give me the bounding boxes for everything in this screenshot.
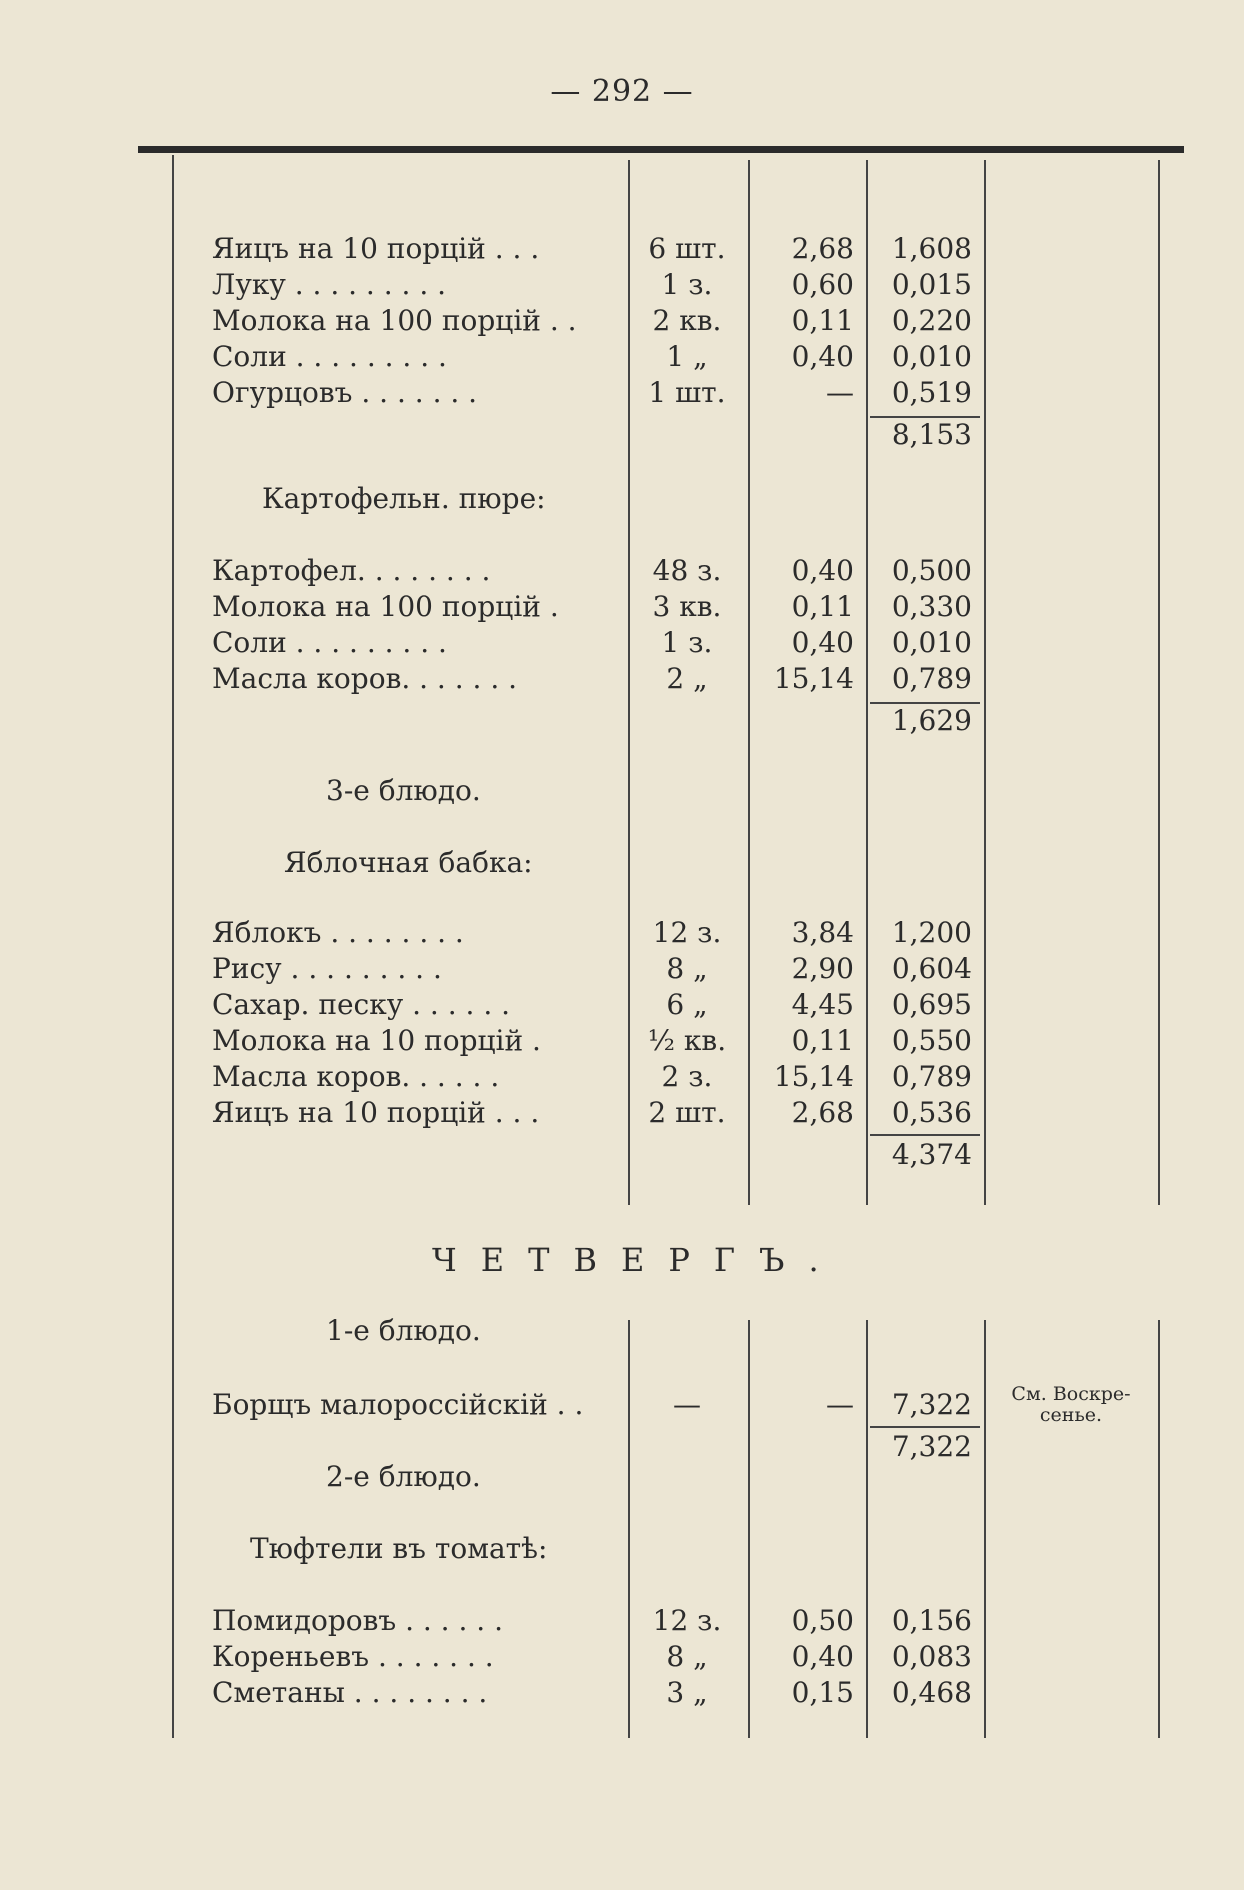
- item-qty: 8 „: [666, 1640, 708, 1673]
- item-qty: 2 з.: [661, 1060, 713, 1093]
- item-price: 15,14: [773, 662, 854, 695]
- item-qty: 3 „: [666, 1676, 708, 1709]
- subtotal: 1,629: [891, 704, 972, 737]
- item-name: Луку . . . . . . . . .: [212, 268, 447, 301]
- item-cost: 0,220: [891, 304, 972, 337]
- table-row: [0, 1096, 1244, 1130]
- item-price: 2,68: [791, 1096, 854, 1129]
- item-qty: —: [673, 1388, 701, 1421]
- item-cost: 0,010: [891, 626, 972, 659]
- item-price: 3,84: [791, 916, 854, 949]
- item-price: 0,40: [791, 340, 854, 373]
- item-name: Кореньевъ . . . . . . .: [212, 1640, 494, 1673]
- item-cost: 0,468: [891, 1676, 972, 1709]
- table-row: [0, 662, 1244, 696]
- item-name: Помидоровъ . . . . . .: [212, 1604, 503, 1637]
- item-cost: 0,789: [891, 1060, 972, 1093]
- item-name: Картофел. . . . . . . .: [212, 554, 491, 587]
- item-cost: 0,010: [891, 340, 972, 373]
- item-cost: 0,015: [891, 268, 972, 301]
- header-rule: [138, 146, 1184, 153]
- course-heading: 3-е блюдо.: [326, 774, 481, 807]
- item-price: —: [826, 1388, 854, 1421]
- table-row: [0, 376, 1244, 410]
- item-qty: 1 „: [666, 340, 708, 373]
- item-name: Яицъ на 10 порцій . . .: [212, 232, 540, 265]
- item-name: Сметаны . . . . . . . .: [212, 1676, 488, 1709]
- item-name: Молока на 100 порцій . .: [212, 304, 577, 337]
- item-name: Рису . . . . . . . . .: [212, 952, 442, 985]
- item-name: Молока на 10 порцій .: [212, 1024, 541, 1057]
- item-qty: 12 з.: [652, 916, 722, 949]
- table-row: [0, 268, 1244, 302]
- item-name: Огурцовъ . . . . . . .: [212, 376, 478, 409]
- item-qty: ½ кв.: [647, 1024, 727, 1057]
- item-cost: 0,789: [891, 662, 972, 695]
- course-heading: 2-е блюдо.: [326, 1460, 481, 1493]
- item-qty: 12 з.: [652, 1604, 722, 1637]
- item-cost: 0,330: [891, 590, 972, 623]
- item-qty: 2 кв.: [652, 304, 722, 337]
- item-price: 0,40: [791, 1640, 854, 1673]
- item-qty: 1 шт.: [648, 376, 726, 409]
- table-row: [0, 952, 1244, 986]
- item-price: 0,11: [791, 304, 854, 337]
- subtotal-rule: [870, 1426, 980, 1428]
- item-cost: 1,608: [891, 232, 972, 265]
- item-price: 0,40: [791, 626, 854, 659]
- dish-heading: Яблочная бабка:: [284, 846, 533, 879]
- item-name: Яицъ на 10 порцій . . .: [212, 1096, 540, 1129]
- table-row: [0, 304, 1244, 338]
- item-name: Масла коров. . . . . . .: [212, 662, 518, 695]
- item-name: Масла коров. . . . . .: [212, 1060, 500, 1093]
- item-cost: 7,322: [891, 1388, 972, 1421]
- subtotal: 8,153: [891, 418, 972, 451]
- table-row: [0, 916, 1244, 950]
- table-row: [0, 590, 1244, 624]
- item-name: Борщъ малороссійскій . .: [212, 1388, 584, 1421]
- item-qty: 6 „: [666, 988, 708, 1021]
- table-row: [0, 1604, 1244, 1638]
- item-price: 0,40: [791, 554, 854, 587]
- table-row: [0, 232, 1244, 266]
- item-qty: 48 з.: [652, 554, 722, 587]
- item-price: 0,11: [791, 590, 854, 623]
- item-qty: 1 з.: [661, 268, 713, 301]
- item-cost: 0,695: [891, 988, 972, 1021]
- item-name: Соли . . . . . . . . .: [212, 340, 447, 373]
- item-qty: 6 шт.: [648, 232, 726, 265]
- table-row: [0, 554, 1244, 588]
- subtotal-rule: [870, 1134, 980, 1136]
- item-name: Соли . . . . . . . . .: [212, 626, 447, 659]
- item-name: Сахар. песку . . . . . .: [212, 988, 511, 1021]
- item-price: 4,45: [791, 988, 854, 1021]
- item-name: Яблокъ . . . . . . . .: [212, 916, 464, 949]
- table-row: [0, 1640, 1244, 1674]
- item-cost: 0,500: [891, 554, 972, 587]
- item-price: —: [826, 376, 854, 409]
- item-price: 15,14: [773, 1060, 854, 1093]
- item-qty: 3 кв.: [652, 590, 722, 623]
- dish-heading: Тюфтели въ томатѣ:: [250, 1532, 548, 1565]
- table-row: [0, 988, 1244, 1022]
- item-cost: 0,519: [891, 376, 972, 409]
- item-cost: 0,536: [891, 1096, 972, 1129]
- item-price: 0,15: [791, 1676, 854, 1709]
- table-row: [0, 1060, 1244, 1094]
- item-price: 0,60: [791, 268, 854, 301]
- item-price: 2,90: [791, 952, 854, 985]
- table-row: [0, 340, 1244, 374]
- table-row: [0, 1383, 1244, 1426]
- page-number: — 292 —: [550, 74, 694, 109]
- item-qty: 1 з.: [661, 626, 713, 659]
- item-name: Молока на 100 порцій .: [212, 590, 559, 623]
- table-row: [0, 626, 1244, 660]
- item-cost: 1,200: [891, 916, 972, 949]
- item-cost: 0,604: [891, 952, 972, 985]
- course-heading: 1-е блюдо.: [326, 1314, 481, 1347]
- reference-note: См. Воскре-сенье.: [1011, 1383, 1131, 1426]
- table-row: [0, 1676, 1244, 1710]
- item-cost: 0,083: [891, 1640, 972, 1673]
- item-price: 0,11: [791, 1024, 854, 1057]
- item-price: 0,50: [791, 1604, 854, 1637]
- dish-heading: Картофельн. пюре:: [262, 482, 546, 515]
- item-cost: 0,156: [891, 1604, 972, 1637]
- table-row: [0, 1024, 1244, 1058]
- item-qty: 8 „: [666, 952, 708, 985]
- item-qty: 2 „: [666, 662, 708, 695]
- subtotal: 7,322: [891, 1430, 972, 1463]
- item-cost: 0,550: [891, 1024, 972, 1057]
- item-price: 2,68: [791, 232, 854, 265]
- item-qty: 2 шт.: [648, 1096, 726, 1129]
- day-title: ЧЕТВЕРГЪ.: [432, 1241, 843, 1279]
- subtotal: 4,374: [891, 1138, 972, 1171]
